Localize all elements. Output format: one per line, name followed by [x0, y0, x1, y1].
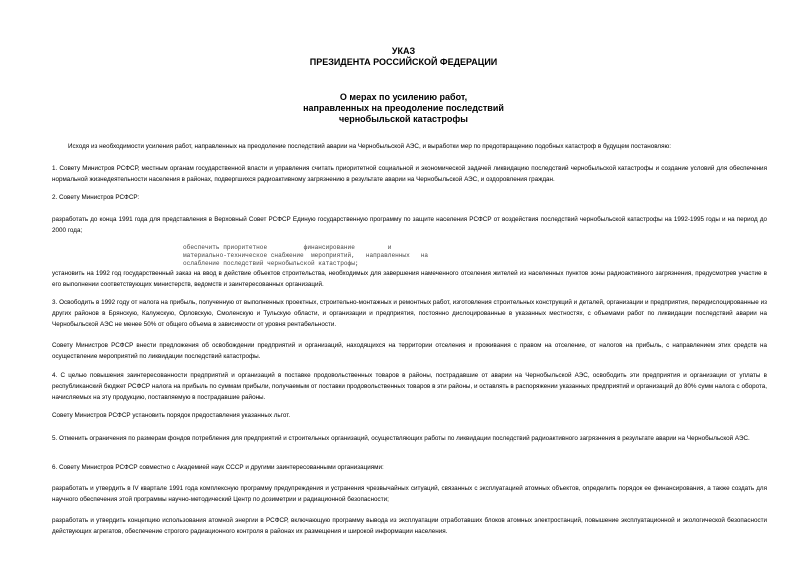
- paragraph-1: 1. Совету Министров РСФСР, местным органам государственной власти и управления считать приоритетной социальной и экономической задачей ликвидацию последствий чернобыльской катастрофы и создание условий для обеспечения нормальной жизнедеятельности населения в районах, подвергшихся радиоактивному загрязнению в результате аварии на Чернобыльской АЭС, и оздоровления граждан.: [52, 165, 767, 183]
- paragraph-4: 4. С целью повышения заинтересованности предприятий и организаций в поставке продовольственных товаров в районы, пострадавшие от аварии на Чернобыльской АЭС, освободить эти предприятия и организации от уплаты в республиканский бюджет РСФСР налога на прибыль по суммам прибыли, получаемым от поставки продовольственных товаров в эти районы, и оставлять в распоряжении указанных предприятий и организаций до 80% сумм налога с оборота, начисляемых на эту продукцию, поставляемую в пострадавшие районы.: [52, 372, 767, 401]
- paragraph-3-supplement: Совету Министров РСФСР внести предложения об освобождении предприятий и организаций, находящихся на территории отселения и проживания с правом на отселение, от налогов на прибыль, с направлением этих средств на осуществление мероприятий по ликвидации последствий катастрофы.: [52, 342, 767, 360]
- paragraph-5: 5. Отменить ограничения по размерам фондов потребления для предприятий и строительных организаций, осуществляющих работы по ликвидации последствий радиоактивного загрязнения в результате аварии на Чернобыльской АЭС.: [52, 435, 750, 442]
- paragraph-2-item-a: разработать до конца 1991 года для представления в Верховный Совет РСФСР Единую государственную программу по защите населения РСФСР от воздействия последствий чернобыльской катастрофы на 1992-1995 годы и на период до 2000 года;: [52, 216, 767, 234]
- subject-heading-line-1: О мерах по усилению работ,: [339, 92, 468, 102]
- paragraph-3: 3. Освободить в 1992 году от налога на прибыль, полученную от выполненных проектных, строительно-монтажных и ремонтных работ, изготовления строительных конструкций и деталей, организации и предприятия, передислоцированные из других районов в Брянскую, Калужскую, Орловскую, Смоленскую и Тульскую области, и организации и предприятия, постоянно дислоцированные в указанных местностях, с объемами работ по ликвидации последствий аварии на Чернобыльской АЭС не менее 50% от общего объема в зависимости от уровня рентабельности.: [52, 299, 767, 328]
- paragraph-2-item-c: установить на 1992 год государственный заказ на ввод в действие объектов строительства, необходимых для завершения намеченного отселения жителей из населенных пунктов зоны радиоактивного загрязнения, предусмотрев участие в его выполнении соответствующих министерств, ведомств и заинтересованных организаций.: [52, 270, 767, 288]
- paragraph-4-supplement: Совету Министров РСФСР установить порядок предоставления указанных льгот.: [52, 412, 291, 419]
- document-type-heading: УКАЗ: [391, 46, 416, 56]
- subject-heading-line-3: чернобыльской катастрофы: [339, 114, 468, 124]
- subject-heading-line-2: направленных на преодоление последствий: [303, 103, 504, 113]
- paragraph-2-item-b-line-3: ослабление последствий чернобыльской катастрофы;: [183, 260, 359, 267]
- paragraph-6-item-a: разработать и утвердить в IV квартале 1991 года комплексную программу предупреждения и устранения чрезвычайных ситуаций, связанных с эксплуатацией атомных объектов, определить порядок ее финансирования, а также создать для научного обеспечения этой программы научно-методический Центр по дозиметрии и радиационной безопасности;: [52, 485, 767, 503]
- paragraph-2-item-b-line-2: материально-техническое снабжение мероприятий, направленных на: [183, 252, 429, 259]
- paragraph-6-item-b: разработать и утвердить концепцию использования атомной энергии в РСФСР, включающую программу вывода из эксплуатации отработавших блоков атомных электростанций, повышение эксплуатационной и экологической безопасности действующих агрегатов, обеспечение строгого радиационного контроля в районах их размещения и широкой информации населения.: [52, 517, 767, 535]
- intro-paragraph: Исходя из необходимости усиления работ, направленных на преодоление последствий аварии на Чернобыльской АЭС, и выработки мер по предотвращению подобных катастроф в будущем постановляю:: [68, 143, 671, 150]
- paragraph-2-item-b-line-1: обеспечить приоритетное финансирование и: [183, 244, 392, 251]
- issuer-heading: ПРЕЗИДЕНТА РОССИЙСКОЙ ФЕДЕРАЦИИ: [309, 57, 498, 67]
- paragraph-2-heading: 2. Совету Министров РСФСР:: [52, 194, 140, 201]
- paragraph-6-heading: 6. Совету Министров РСФСР совместно с Академией наук СССР и другими заинтересованными организациями:: [52, 464, 384, 471]
